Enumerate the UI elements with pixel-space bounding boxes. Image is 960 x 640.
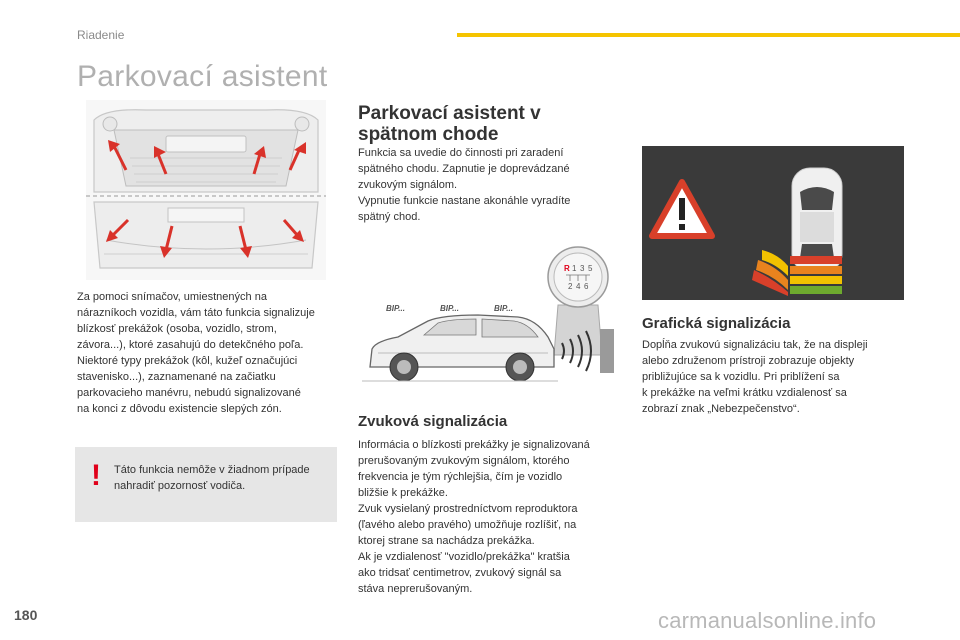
bip-label: BIP... <box>386 304 405 313</box>
header-accent-bar <box>457 33 960 37</box>
parking-display-illustration <box>642 146 904 300</box>
gear-label: 4 <box>576 282 581 291</box>
intro-paragraph: Za pomoci snímačov, umiestnených na nárazníkoch vozidla, vám táto funkcia signalizuje blízkosť prekážok (osoba, vozidlo, strom, závora...), ktoré zasahujú do detekčného poľa. Niektoré typy prekážok (kôl, kužeľ označujúci stavenisko...), zaznamenané na začiatku parkovacieho manévru, nebudú signalizované na konci z dôvodu existencie slepých zón. <box>77 291 315 415</box>
graphic-signal-heading: Grafická signalizácia <box>642 315 791 332</box>
bip-label: BIP... <box>494 304 513 313</box>
sound-signal-text: Informácia o blízkosti prekážky je signalizovaná prerušovaným zvukovým signálom, ktorého frekvencia je tým rýchlejšia, čím je vozidlo bližšie k prekážke. Zvuk vysielaný prostredníctvom reproduktora (ľavého alebo pravého) umožňuje rozlíšiť, na ktorej strane sa nachádza prekážka. Ak je vzdialenosť "vozidlo/prekážka" kratšia ako tridsať centimetrov, zvukový signál sa stáva neprerušovaným. <box>358 439 590 595</box>
reversing-car-illustration <box>358 245 624 395</box>
gear-label: 5 <box>588 264 593 273</box>
page-number: 180 <box>14 607 38 623</box>
exclamation-icon: ! <box>91 459 101 492</box>
gear-label: 3 <box>580 264 585 273</box>
gear-knob <box>548 247 608 355</box>
page-title: Parkovací asistent <box>77 60 328 93</box>
gear-label: 2 <box>568 282 573 291</box>
gear-label-reverse: R <box>564 264 570 273</box>
reverse-assist-text: Funkcia sa uvedie do činnosti pri zaradení spätného chodu. Zapnutie je doprevádzané zvukovým signálom. Vypnutie funkcie nastane akonáhle vyradíte spätný chod. <box>358 147 571 223</box>
warning-note-text: Táto funkcia nemôže v žiadnom prípade nahradiť pozornosť vodiča. <box>114 464 310 492</box>
watermark: carmanualsonline.info <box>658 608 877 633</box>
gear-label: 1 <box>572 264 577 273</box>
graphic-signal-text: Dopĺňa zvukovú signalizáciu tak, že na displeji alebo združenom prístroji zobrazuje objekty približujúce sa k vozidlu. Pri priblížení sa k prekážke na veľmi krátku vzdialenosť sa zobrazí znak „Nebezpečenstvo“. <box>642 339 868 415</box>
section-label: Riadenie <box>77 28 125 42</box>
reverse-assist-heading: Parkovací asistent v spätnom chode <box>358 103 541 145</box>
gear-label: 6 <box>584 282 589 291</box>
bumper-sensors-illustration <box>86 100 326 280</box>
bip-label: BIP... <box>440 304 459 313</box>
sound-signal-heading: Zvuková signalizácia <box>358 413 508 430</box>
